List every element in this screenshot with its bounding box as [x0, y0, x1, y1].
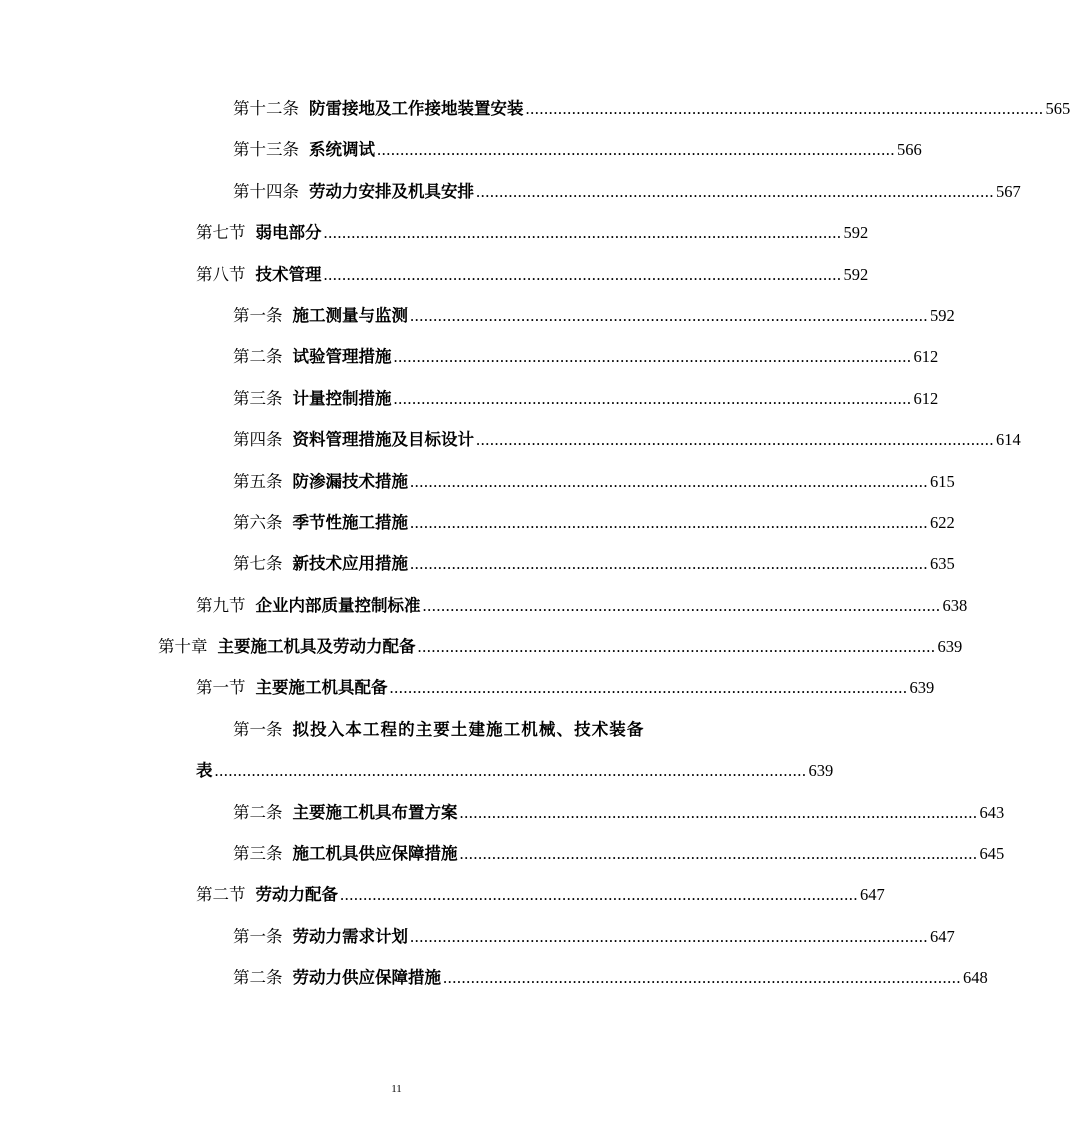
toc-entry-page: 635 — [930, 554, 955, 574]
toc-entry-number: 第十章 — [158, 637, 208, 657]
toc-entry-number: 第七节 — [196, 223, 246, 243]
toc-entry-page: 614 — [996, 430, 1021, 450]
toc-entry-page: 566 — [897, 140, 922, 160]
toc-entry[interactable] — [0, 129, 922, 170]
toc-entry-number: 第三条 — [233, 388, 283, 408]
toc-entry[interactable] — [0, 626, 963, 667]
toc-entry-number: 第八节 — [196, 264, 246, 284]
toc-entry[interactable] — [0, 171, 1021, 212]
toc-entry-continuation[interactable] — [0, 750, 834, 791]
toc-leader-dots: ................................................................................................................ — [323, 264, 842, 284]
toc-entry-page: 647 — [860, 885, 885, 905]
toc-entry-title: 新技术应用措施 — [292, 554, 408, 574]
page-number-footer: 11 — [391, 1083, 402, 1095]
toc-leader-dots: ................................................................................................................ — [410, 554, 928, 574]
toc-leader-dots: ................................................................................................................ — [476, 181, 994, 201]
toc-entry-number: 第五条 — [233, 471, 283, 491]
toc-entry-page: 592 — [930, 305, 955, 325]
toc-entry-page: 567 — [996, 181, 1021, 201]
toc-entry-number: 第二节 — [196, 885, 246, 905]
toc-entry-number: 第七条 — [233, 554, 283, 574]
toc-leader-dots: ................................................................................................................................ — [214, 761, 807, 781]
toc-entry-page: 592 — [843, 264, 869, 284]
toc-entry[interactable] — [0, 254, 869, 295]
toc-entry-title: 主要施工机具配备 — [255, 678, 388, 698]
toc-entry-number: 第一条 — [233, 305, 283, 325]
toc-entry-title: 防雷接地及工作接地装置安装 — [309, 99, 524, 118]
toc-leader-dots: ................................................................................................................ — [377, 140, 895, 160]
toc-entry-title: 表 — [196, 761, 213, 781]
toc-entry-page: 565 — [1045, 99, 1070, 118]
toc-entry-page: 647 — [930, 926, 955, 946]
toc-leader-dots: ................................................................................................................ — [443, 968, 961, 988]
toc-entry-title: 计量控制措施 — [292, 388, 392, 408]
toc-entry-number: 第四条 — [233, 430, 283, 450]
toc-entry-title: 防渗漏技术措施 — [292, 471, 408, 491]
toc-entry-title: 系统调试 — [309, 140, 375, 160]
toc-entry[interactable] — [0, 212, 869, 253]
toc-leader-dots: ................................................................................................................ — [525, 99, 1044, 118]
toc-entry-page: 592 — [843, 223, 869, 243]
toc-entry-page: 639 — [808, 761, 834, 781]
toc-entry-title: 劳动力需求计划 — [292, 926, 408, 946]
toc-entry-number: 第六条 — [233, 512, 283, 532]
toc-entry-title: 企业内部质量控制标准 — [255, 595, 421, 615]
toc-entry-page: 639 — [909, 678, 935, 698]
toc-leader-dots: ................................................................................................................ — [410, 926, 928, 946]
toc-leader-dots: ................................................................................................................ — [459, 844, 978, 864]
toc-leader-dots: ................................................................................................................ — [323, 223, 842, 243]
toc-entry[interactable] — [0, 502, 955, 543]
toc-leader-dots: ................................................................................................................ — [393, 388, 912, 408]
toc-entry[interactable] — [0, 709, 793, 750]
toc-entry-page: 615 — [930, 471, 955, 491]
toc-leader-dots: ................................................................................................................ — [410, 471, 928, 491]
toc-leader-dots: ................................................................................................................ — [422, 595, 941, 615]
toc-entry[interactable] — [0, 916, 955, 957]
toc-entry[interactable] — [0, 88, 1070, 129]
toc-entry[interactable] — [0, 957, 988, 998]
toc-entry-page: 612 — [913, 347, 939, 367]
toc-entry-title: 试验管理措施 — [292, 347, 392, 367]
toc-entry-page: 639 — [937, 637, 963, 657]
toc-entry-number: 第一节 — [196, 678, 246, 698]
toc-entry-number: 第一条 — [233, 926, 283, 946]
toc-entry[interactable] — [0, 585, 968, 626]
toc-leader-dots: ................................................................................................................ — [340, 885, 858, 905]
toc-entry[interactable] — [0, 378, 939, 419]
toc-entry-page: 645 — [979, 844, 1005, 864]
toc-entry-title: 拟投入本工程的主要土建施工机械、技术装备 — [292, 719, 645, 739]
toc-entry[interactable] — [0, 833, 1005, 874]
toc-entry-title: 劳动力配备 — [255, 885, 338, 905]
toc-entry-number: 第九节 — [196, 595, 246, 615]
toc-entry-title: 施工测量与监测 — [292, 305, 408, 325]
toc-leader-dots: ................................................................................................................ — [417, 637, 936, 657]
toc-entry-page: 638 — [942, 595, 968, 615]
toc-entry-page: 622 — [930, 512, 955, 532]
toc-entry-title: 技术管理 — [255, 264, 322, 284]
toc-leader-dots: ................................................................................................................ — [459, 802, 978, 822]
toc-entry-title: 资料管理措施及目标设计 — [292, 430, 474, 450]
toc-entry-number: 第三条 — [233, 844, 283, 864]
toc-entry-title: 弱电部分 — [255, 223, 322, 243]
toc-entry[interactable] — [0, 461, 955, 502]
toc-entry-page: 612 — [913, 388, 939, 408]
toc-entry[interactable] — [0, 667, 935, 708]
toc-leader-dots: ................................................................................................................ — [476, 430, 994, 450]
toc-entry[interactable] — [0, 874, 885, 915]
toc-entry[interactable] — [0, 419, 1021, 460]
toc-leader-dots: ................................................................................................................ — [389, 678, 908, 698]
toc-entry-title: 季节性施工措施 — [292, 512, 408, 532]
toc-entry-title: 主要施工机具布置方案 — [292, 802, 458, 822]
toc-entry-page: 648 — [963, 968, 988, 988]
toc-entry-page: 643 — [979, 802, 1005, 822]
toc-entry-number: 第十四条 — [233, 181, 299, 201]
toc-leader-dots: ................................................................................................................ — [410, 512, 928, 532]
toc-entry-number: 第十二条 — [233, 99, 299, 118]
toc-leader-dots: ................................................................................................................ — [410, 305, 928, 325]
toc-entry-number: 第一条 — [233, 719, 283, 739]
toc-entry-number: 第十三条 — [233, 140, 299, 160]
toc-entry-title: 施工机具供应保障措施 — [292, 844, 458, 864]
toc-entry[interactable] — [0, 543, 955, 584]
toc-entry-title: 劳动力安排及机具安排 — [309, 181, 474, 201]
toc-entry[interactable] — [0, 792, 1005, 833]
toc-entry[interactable] — [0, 336, 939, 377]
table-of-contents — [0, 88, 1070, 999]
toc-entry-title: 主要施工机具及劳动力配备 — [217, 637, 416, 657]
toc-leader-dots: ................................................................................................................ — [393, 347, 912, 367]
toc-entry-number: 第二条 — [233, 347, 283, 367]
toc-entry-title: 劳动力供应保障措施 — [292, 968, 441, 988]
toc-entry-number: 第二条 — [233, 968, 283, 988]
toc-entry[interactable] — [0, 295, 955, 336]
toc-entry-number: 第二条 — [233, 802, 283, 822]
